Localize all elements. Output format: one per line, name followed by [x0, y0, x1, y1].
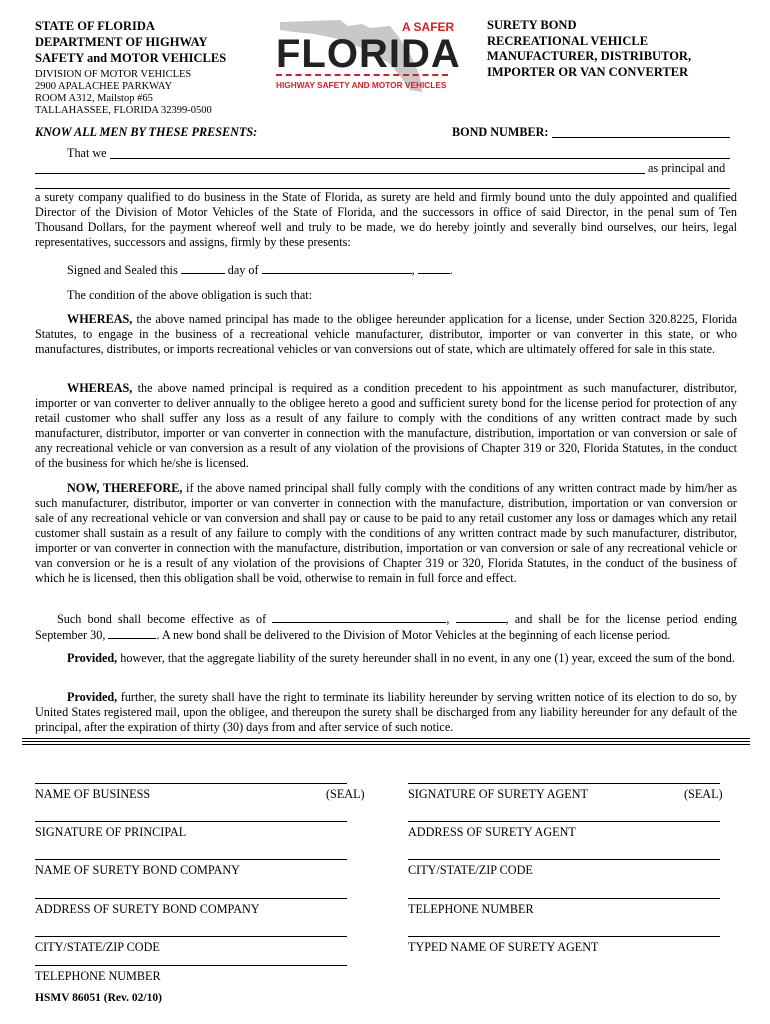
effective-year-field[interactable]: [456, 611, 506, 623]
form-title-line: RECREATIONAL VEHICLE: [487, 33, 649, 48]
agency-line: SAFETY and MOTOR VEHICLES: [35, 51, 227, 65]
agency-header: [35, 18, 226, 117]
agent-city-state-zip-label: CITY/STATE/ZIP CODE: [408, 863, 533, 877]
logo-title: FLORIDA: [276, 32, 461, 76]
license-period-year-field[interactable]: [108, 627, 156, 639]
form-title: [487, 18, 691, 80]
day-of-label: day of: [227, 263, 259, 277]
typed-agent-name-label: TYPED NAME OF SURETY AGENT: [408, 940, 599, 954]
whereas-lead: WHEREAS,: [67, 312, 133, 326]
address-line: TALLAHASSEE, FLORIDA 32399-0500: [35, 105, 212, 116]
surety-company-field[interactable]: [35, 188, 730, 189]
company-telephone-field[interactable]: [35, 965, 347, 966]
form-title-line: SURETY BOND: [487, 18, 577, 32]
effective-text: Such bond shall become effective as of: [57, 612, 267, 626]
signed-month-field[interactable]: [262, 262, 412, 274]
whereas-text: the above named principal is required as a condition precedent to his appointment as such manufacturer, distributor, importer or van converter to deliver annually to the obligee hereto a good and sufficient surety bond for the license period for protection of any retail customer who shall suffer any loss as a result of any failure to comply with the conditions of any written contract made by such manufacturer, distributor, importer or van converter in connection with the manufacture, distribution, importation or van conversion or sale of any recreational vehicle or van conversion as a result of any violation of the provisions of Chapter 319 or 320, Florida Statutes, in the conduct of the business for which he/she is licensed.: [35, 381, 737, 470]
bond-number-label: BOND NUMBER:: [452, 125, 549, 139]
signed-year-field[interactable]: [418, 262, 450, 274]
surety-company-address-field[interactable]: [35, 898, 347, 899]
signature-of-principal-label: SIGNATURE OF PRINCIPAL: [35, 825, 187, 839]
surety-company-address-label: ADDRESS OF SURETY BOND COMPANY: [35, 902, 260, 916]
effective-paragraph: Such bond shall become effective as of , , and shall be for the license period ending September 30, . A new bond shall be delivered to the Division of Motor Vehicles at the beginning of each license period.: [35, 612, 738, 642]
provided-paragraph-2: [35, 690, 737, 735]
seal-label: (SEAL): [684, 787, 723, 801]
company-city-state-zip-field[interactable]: [35, 936, 347, 937]
now-therefore-paragraph: [35, 481, 737, 586]
provided-lead: Provided,: [67, 690, 118, 704]
section-divider-inner: [22, 741, 750, 742]
company-city-state-zip-label: CITY/STATE/ZIP CODE: [35, 940, 160, 954]
logo-subtitle: HIGHWAY SAFETY AND MOTOR VEHICLES: [276, 80, 447, 90]
whereas-paragraph-1: [35, 312, 737, 357]
now-therefore-text: if the above named principal shall fully comply with the conditions of any written contract made by him/her as such manufacturer, distributor, importer or van converter in connection with the manufacture, distribution, importation or van conversion or sale of any recreational vehicle or van conversion and shall pay or cause to be paid to any retail customer any loss or damages which any retail customer shall sustain as a result of any failure to comply with the conditions of any written contract made by such manufacturer, distributor, importer or van converter in connection with the manufacture, distribution, importation or van conversion or sale of any recreational vehicle or van conversion or he is a result of any violation of the provisions of Chapter 319 or 320, Florida Statutes, in the conduct of the business of which he is licensed, then this obligation shall be void, otherwise to remain in full force and effect.: [35, 481, 738, 585]
whereas-text: the above named principal has made to the obligee hereunder application for a license, under Section 320.8225, Florida Statutes, to engage in the business of a recreational vehicle manufacturer, distributor, importer or van converter in this state, or who manufactures, distributes, or imports recreational vehicles or van conversions out of state, which are ultimately offered for sale in this state.: [35, 312, 737, 356]
company-telephone-label: TELEPHONE NUMBER: [35, 969, 161, 983]
surety-agent-address-field[interactable]: [408, 821, 720, 822]
surety-company-name-field[interactable]: [35, 859, 347, 860]
logo-tagline: A SAFER: [402, 20, 455, 34]
name-of-business-field[interactable]: [35, 783, 347, 784]
signature-of-principal-field[interactable]: [35, 821, 347, 822]
logo-divider: [276, 74, 448, 76]
surety-agent-signature-label: SIGNATURE OF SURETY AGENT: [408, 787, 588, 801]
form-title-line: MANUFACTURER, DISTRIBUTOR,: [487, 49, 692, 63]
whereas-lead: WHEREAS,: [67, 381, 133, 395]
bond-number-field[interactable]: [552, 137, 730, 138]
surety-company-name-label: NAME OF SURETY BOND COMPANY: [35, 863, 240, 877]
condition-text: The condition of the above obligation is such that:: [67, 288, 313, 302]
whereas-paragraph-2: [35, 381, 737, 471]
surety-paragraph: a surety company qualified to do business in the State of Florida, as surety are held and firmly bound unto the duly appointed and qualified Director of the Division of Motor Vehicles of the State of Florida, and the successors in office of said Director, in the penal sum of Ten Thousand Dollars, for the payment whereof well and truly to be made, we do hereby jointly and severally bind ourselves, our heirs, legal representatives, successors and assigns, firmly by these presents:: [35, 190, 737, 249]
agent-telephone-field[interactable]: [408, 898, 720, 899]
surety-agent-signature-field[interactable]: [408, 783, 720, 784]
signed-sealed-line: Signed and Sealed this day of , .: [67, 263, 453, 277]
provided-text: further, the surety shall have the right to terminate its liability hereunder by serving written notice of its election to do so, by United States registered mail, upon the obligee, and thereupon the surety shall be discharged from any liability hereunder for any default of the principal, after the expiration of thirty (30) days from and after service of such notice.: [35, 690, 737, 734]
address-line: 2900 APALACHEE PARKWAY: [35, 81, 173, 92]
effective-date-field[interactable]: [272, 611, 446, 623]
address-line: ROOM A312, Mailstop #65: [35, 93, 153, 104]
agent-city-state-zip-field[interactable]: [408, 859, 720, 860]
form-title-line: IMPORTER OR VAN CONVERTER: [487, 64, 689, 79]
agency-line: STATE OF FLORIDA: [35, 19, 155, 33]
signed-day-field[interactable]: [181, 262, 225, 274]
provided-lead: Provided,: [67, 651, 118, 665]
florida-logo: [270, 14, 480, 96]
surety-agent-address-label: ADDRESS OF SURETY AGENT: [408, 825, 576, 839]
principal-name-field[interactable]: [110, 158, 730, 159]
provided-text: however, that the aggregate liability of the surety hereunder shall in no event, in any one (1) year, exceed the sum of the bond.: [117, 651, 735, 665]
typed-agent-name-field[interactable]: [408, 936, 720, 937]
know-all-men-heading: KNOW ALL MEN BY THESE PRESENTS:: [35, 125, 258, 139]
effective-text: , and shall be for the license period ending September 30,: [35, 612, 738, 642]
signed-sealed-label: Signed and Sealed this: [67, 263, 178, 277]
address-line: DIVISION OF MOTOR VEHICLES: [35, 69, 192, 80]
form-number: HSMV 86051 (Rev. 02/10): [35, 992, 162, 1004]
name-of-business-label: NAME OF BUSINESS: [35, 787, 151, 801]
now-therefore-lead: NOW, THEREFORE,: [67, 481, 183, 495]
as-principal-label: as principal and: [648, 161, 726, 175]
that-we-label: That we: [67, 146, 107, 160]
provided-paragraph-1: [35, 651, 737, 666]
effective-text: . A new bond shall be delivered to the Division of Motor Vehicles at the beginning of each license period.: [156, 628, 671, 642]
agency-line: DEPARTMENT OF HIGHWAY: [35, 35, 208, 49]
agent-telephone-label: TELEPHONE NUMBER: [408, 902, 534, 916]
principal-name-field-2[interactable]: [35, 173, 645, 174]
seal-label: (SEAL): [326, 787, 365, 801]
